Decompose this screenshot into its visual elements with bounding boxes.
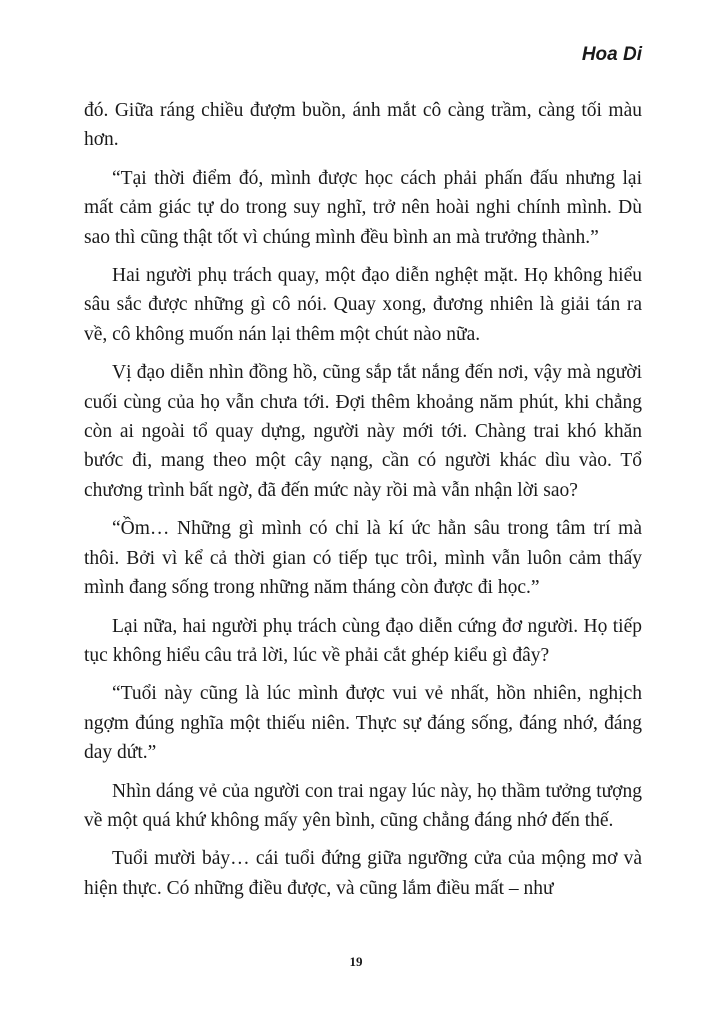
paragraph: đó. Giữa ráng chiều đượm buồn, ánh mắt cô càng trầm, càng tối màu hơn.: [84, 100, 642, 151]
page-number: 19: [349, 954, 363, 969]
paragraph: Lại nữa, hai người phụ trách cùng đạo diễn cứng đơ người. Họ tiếp tục không hiểu câu trả lời, lúc về phải cắt ghép kiểu gì đây?: [84, 615, 642, 666]
body-text: [84, 96, 642, 912]
paragraph: “Tuổi này cũng là lúc mình được vui vẻ nhất, hồn nhiên, nghịch ngợm đúng nghĩa một thiếu niên. Thực sự đáng sống, đáng nhớ, đáng day dứt.”: [84, 683, 642, 764]
paragraph: Hai người phụ trách quay, một đạo diễn nghệt mặt. Họ không hiểu sâu sắc được những gì cô nói. Quay xong, đương nhiên là giải tán ra về, cô không muốn nán lại thêm một chút nào nữa.: [84, 265, 642, 345]
paragraph: “Tại thời điểm đó, mình được học cách phải phấn đấu nhưng lại mất cảm giác tự do trong suy nghĩ, trở nên hoài nghi chính mình. Dù sao thì cũng thật tốt vì chúng mình đều bình an mà trưởng thành.”: [84, 167, 642, 248]
paragraph: Nhìn dáng vẻ của người con trai ngay lúc này, họ thầm tưởng tượng về một quá khứ không mấy yên bình, cũng chẳng đáng nhớ đến thế.: [84, 780, 642, 831]
paragraph: Vị đạo diễn nhìn đồng hồ, cũng sắp tắt nắng đến nơi, vậy mà người cuối cùng của họ vẫn chưa tới. Đợi thêm khoảng năm phút, khi chẳng còn ai ngoài tổ quay dựng, người này mới tới. Chàng trai khó khăn bước đi, mang theo một cây nạng, cần có người khác dìu vào. Tổ chương trình bất ngờ, đã đến mức này rồi mà vẫn nhận lời sao?: [84, 362, 642, 501]
paragraph: “Ồm… Những gì mình có chỉ là kí ức hằn sâu trong tâm trí mà thôi. Bởi vì kể cả thời gian có tiếp tục trôi, mình vẫn luôn cảm thấy mình đang sống trong những năm tháng còn được đi học.”: [84, 518, 642, 599]
paragraph: Tuổi mười bảy… cái tuổi đứng giữa ngưỡng cửa của mộng mơ và hiện thực. Có những điều được, và cũng lắm điều mất – như: [84, 848, 642, 899]
running-header-title: Hoa Di: [581, 44, 642, 65]
